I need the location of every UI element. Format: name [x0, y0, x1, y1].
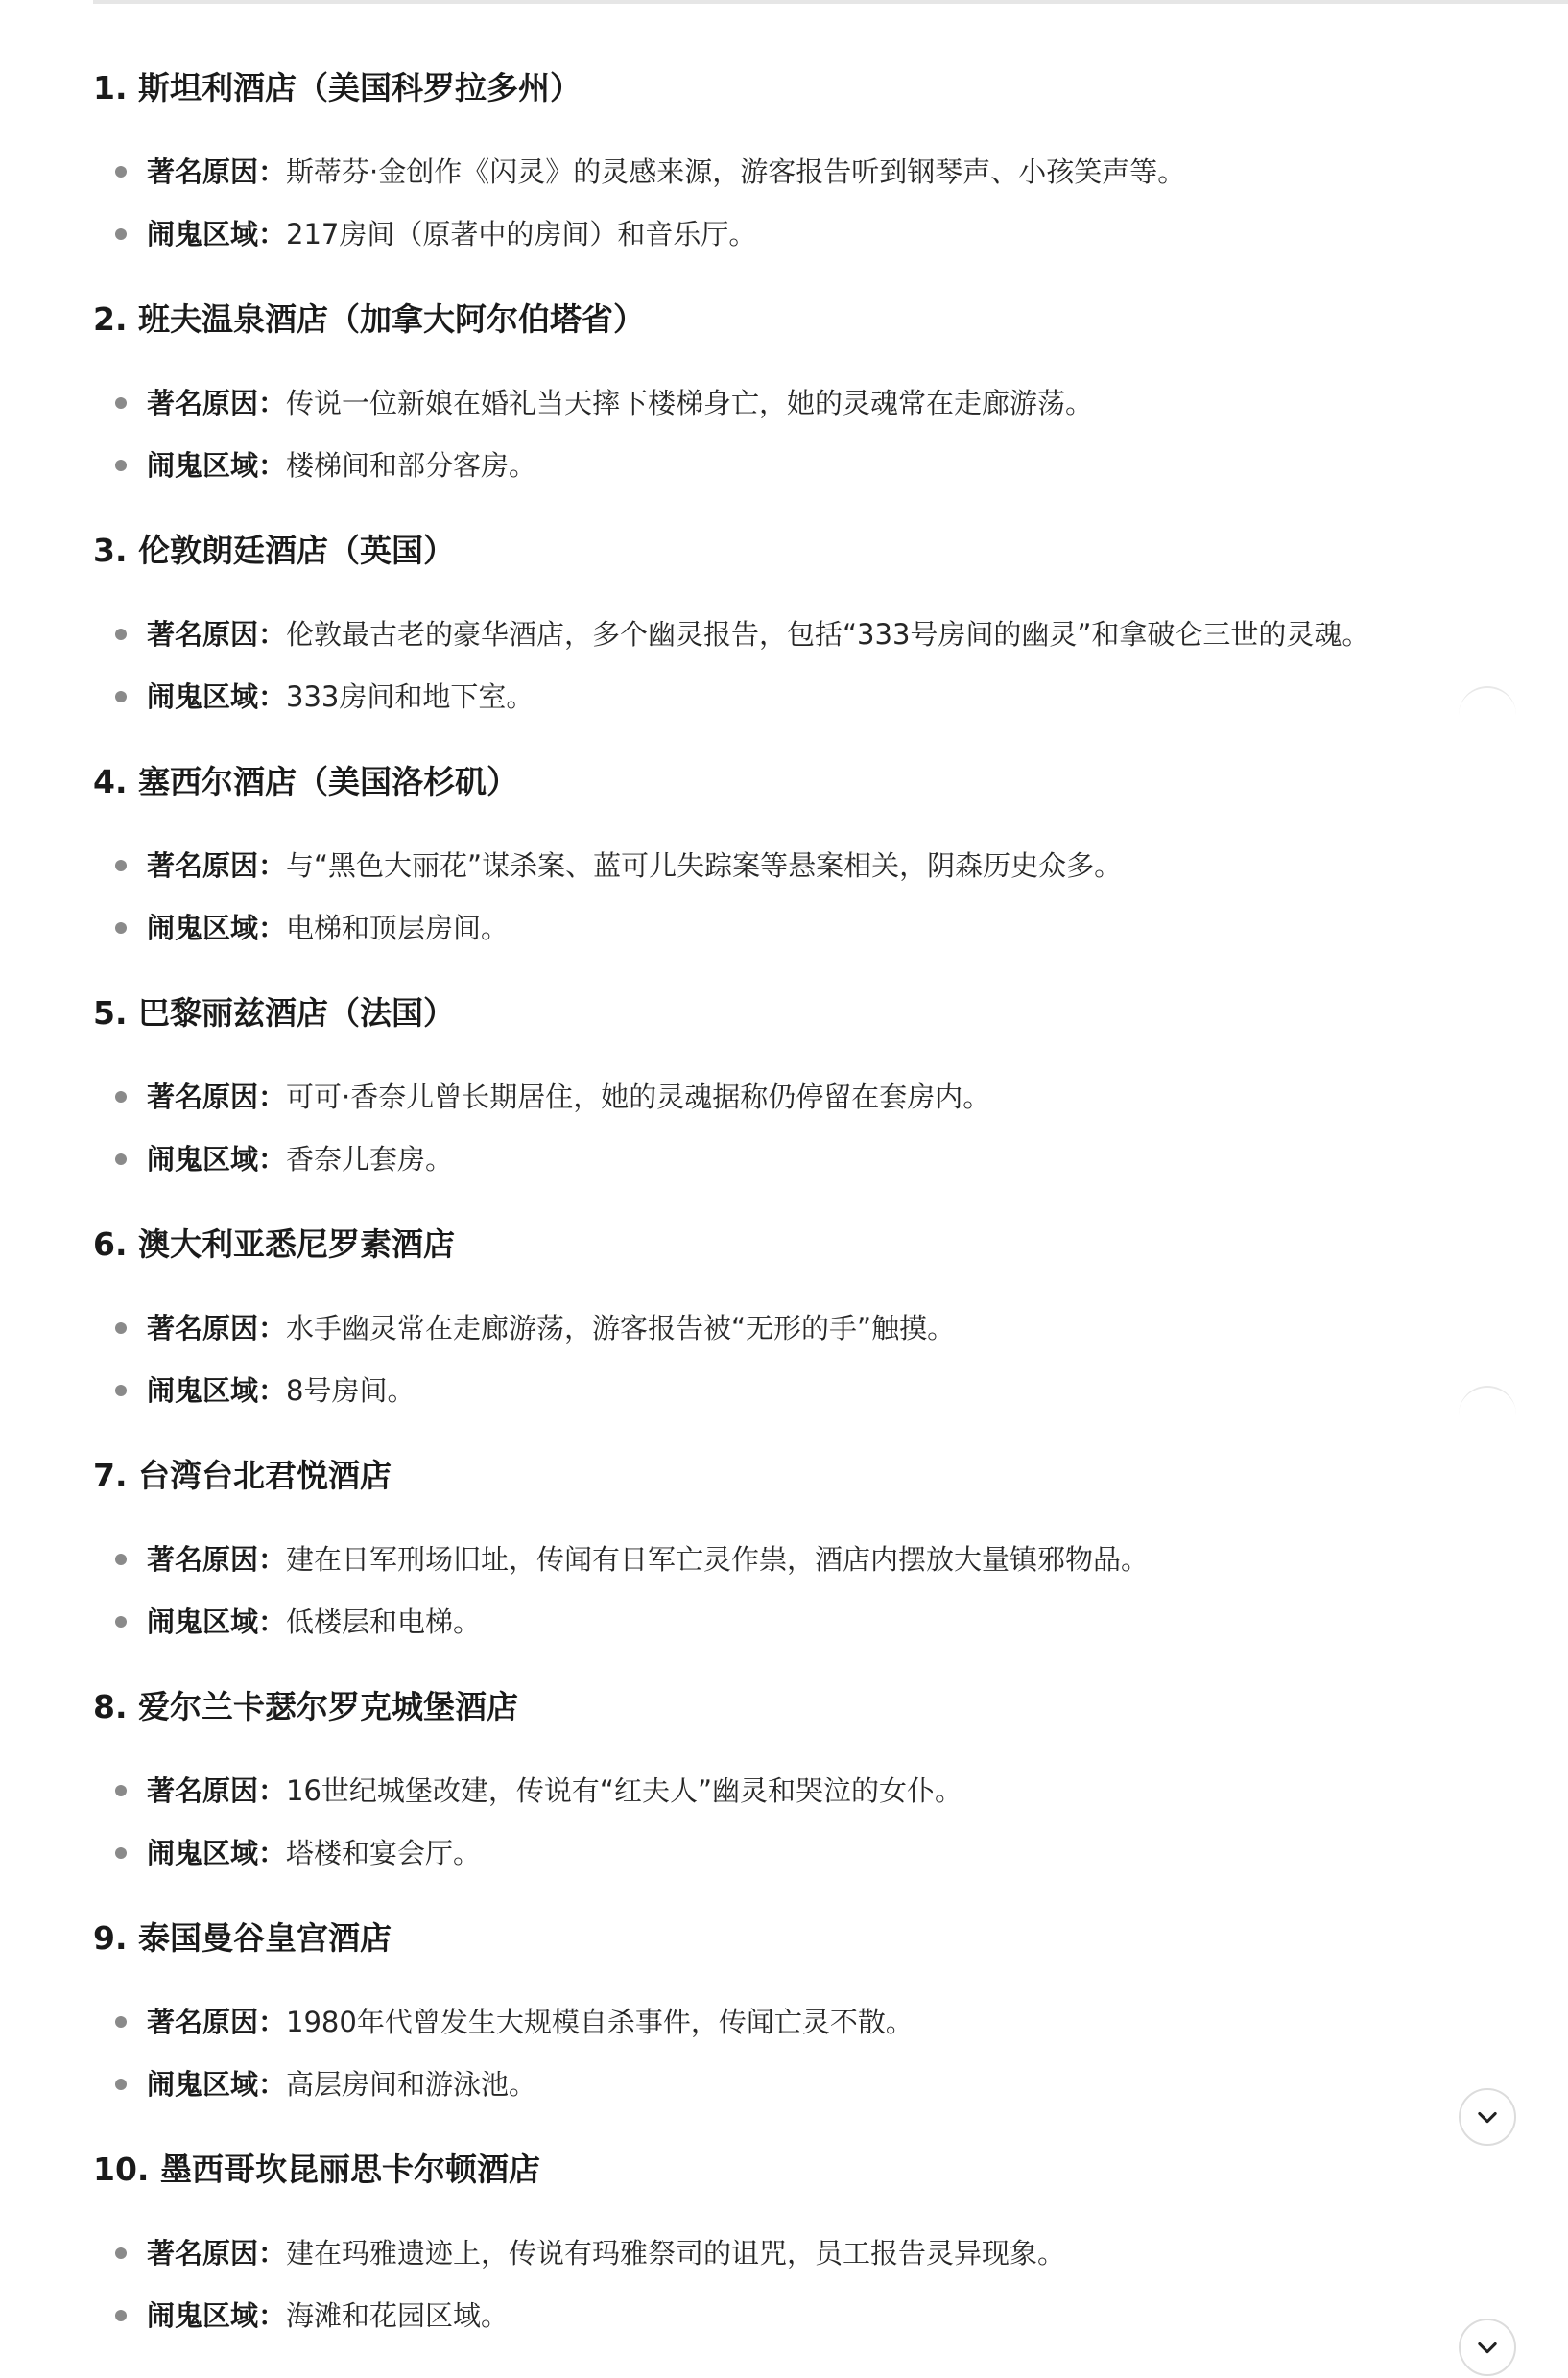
area-text: 高层房间和游泳池。: [286, 2068, 537, 2101]
area-label: 闹鬼区域：: [147, 2299, 287, 2332]
area-text: 塔楼和宴会厅。: [286, 1837, 482, 1869]
hotel-section-10: [93, 2081, 1475, 2332]
area-text: 香奈儿套房。: [286, 1143, 454, 1176]
area-text: 333房间和地下室。: [286, 680, 535, 713]
area-label: 闹鬼区域：: [147, 1374, 287, 1407]
reason-text: 建在玛雅遗迹上，传说有玛雅祭司的诅咒，员工报告灵异现象。: [286, 2237, 1066, 2270]
section-title: 10. 墨西哥坎昆丽思卡尔顿酒店: [93, 2151, 540, 2188]
area-text: 217房间（原著中的房间）和音乐厅。: [286, 218, 757, 250]
area-text: 海滩和花园区域。: [286, 2299, 510, 2332]
area-text: 电梯和顶层房间。: [286, 912, 510, 944]
reason-label: 著名原因：: [147, 155, 287, 188]
area-label: 闹鬼区域：: [147, 1605, 287, 1638]
hotel-section-9: [93, 1850, 1475, 2101]
area-label: 闹鬼区域：: [147, 2068, 287, 2101]
reason-text: 斯蒂芬·金创作《闪灵》的灵感来源，游客报告听到钢琴声、小孩笑声等。: [286, 155, 1186, 188]
area-text: 低楼层和电梯。: [286, 1605, 482, 1638]
faint-edge-arc: [1459, 1386, 1516, 1443]
reason-text: 1980年代曾发生大规模自杀事件，传闻亡灵不散。: [286, 2006, 914, 2038]
reason-text: 与“黑色大丽花”谋杀案、蓝可儿失踪案等悬案相关，阴森历史众多。: [286, 849, 1123, 882]
section-title: 4. 塞西尔酒店（美国洛杉矶）: [93, 763, 518, 800]
hotel-section-4: [93, 694, 1475, 944]
section-title: 7. 台湾台北君悦酒店: [93, 1457, 392, 1494]
bullet-dot: [115, 1554, 127, 1565]
reason-label: 著名原因：: [147, 1774, 287, 1807]
area-label: 闹鬼区域：: [147, 1143, 287, 1176]
reason-text: 水手幽灵常在走廊游荡，游客报告被“无形的手”触摸。: [286, 1312, 956, 1344]
section-title: 8. 爱尔兰卡瑟尔罗克城堡酒店: [93, 1688, 518, 1725]
area-label: 闹鬼区域：: [147, 1837, 287, 1869]
section-title: 1. 斯坦利酒店（美国科罗拉多州）: [93, 69, 582, 107]
bullet-dot: [115, 629, 127, 640]
bullet-dot: [115, 1785, 127, 1796]
hotel-section-3: [93, 463, 1475, 713]
hotel-section-7: [93, 1388, 1475, 1638]
bullet-dot: [115, 166, 127, 178]
chevron-down-icon: [1474, 2334, 1501, 2361]
chevron-down-icon: [1474, 2104, 1501, 2130]
reason-label: 著名原因：: [147, 1312, 287, 1344]
reason-text: 可可·香奈儿曾长期居住，她的灵魂据称仍停留在套房内。: [286, 1081, 991, 1113]
reason-label: 著名原因：: [147, 2237, 287, 2270]
reason-label: 著名原因：: [147, 849, 287, 882]
reason-label: 著名原因：: [147, 1543, 287, 1576]
bullet-dot: [115, 2247, 127, 2259]
hotel-section-8: [93, 1619, 1475, 1869]
bullet-dot: [115, 1091, 127, 1103]
reason-label: 著名原因：: [147, 387, 287, 419]
section-title: 9. 泰国曼谷皇宫酒店: [93, 1919, 392, 1957]
hotel-section-2: [93, 231, 1475, 482]
hotel-section-6: [93, 1156, 1475, 1407]
bullet-dot: [115, 397, 127, 409]
area-label: 闹鬼区域：: [147, 680, 287, 713]
reason-label: 著名原因：: [147, 618, 287, 651]
area-label: 闹鬼区域：: [147, 912, 287, 944]
reason-text: 16世纪城堡改建，传说有“红夫人”幽灵和哭泣的女仆。: [286, 1774, 962, 1807]
scroll-to-bottom-button[interactable]: [1459, 2319, 1516, 2376]
faint-edge-arc: [1459, 686, 1516, 744]
bullet-dot: [115, 1322, 127, 1334]
hotel-section-1: [93, 0, 1475, 250]
hotel-section-5: [93, 925, 1475, 1176]
area-text: 楼梯间和部分客房。: [286, 449, 537, 482]
reason-text: 建在日军刑场旧址，传闻有日军亡灵作祟，酒店内摆放大量镇邪物品。: [286, 1543, 1150, 1576]
section-title: 2. 班夫温泉酒店（加拿大阿尔伯塔省）: [93, 300, 645, 338]
section-title: 5. 巴黎丽兹酒店（法国）: [93, 994, 455, 1032]
bullet-dot: [115, 2310, 127, 2321]
area-text: 8号房间。: [286, 1374, 416, 1407]
scroll-down-button[interactable]: [1459, 2088, 1516, 2146]
reason-label: 著名原因：: [147, 1081, 287, 1113]
bullet-dot: [115, 2016, 127, 2028]
area-label: 闹鬼区域：: [147, 449, 287, 482]
bullet-dot: [115, 860, 127, 871]
reason-label: 著名原因：: [147, 2006, 287, 2038]
section-title: 3. 伦敦朗廷酒店（英国）: [93, 532, 455, 569]
reason-text: 传说一位新娘在婚礼当天摔下楼梯身亡，她的灵魂常在走廊游荡。: [286, 387, 1094, 419]
reason-text: 伦敦最古老的豪华酒店，多个幽灵报告，包括“333号房间的幽灵”和拿破仑三世的灵魂。: [286, 618, 1370, 651]
section-title: 6. 澳大利亚悉尼罗素酒店: [93, 1225, 455, 1263]
answer-content: [93, 0, 1475, 2332]
area-label: 闹鬼区域：: [147, 218, 287, 250]
